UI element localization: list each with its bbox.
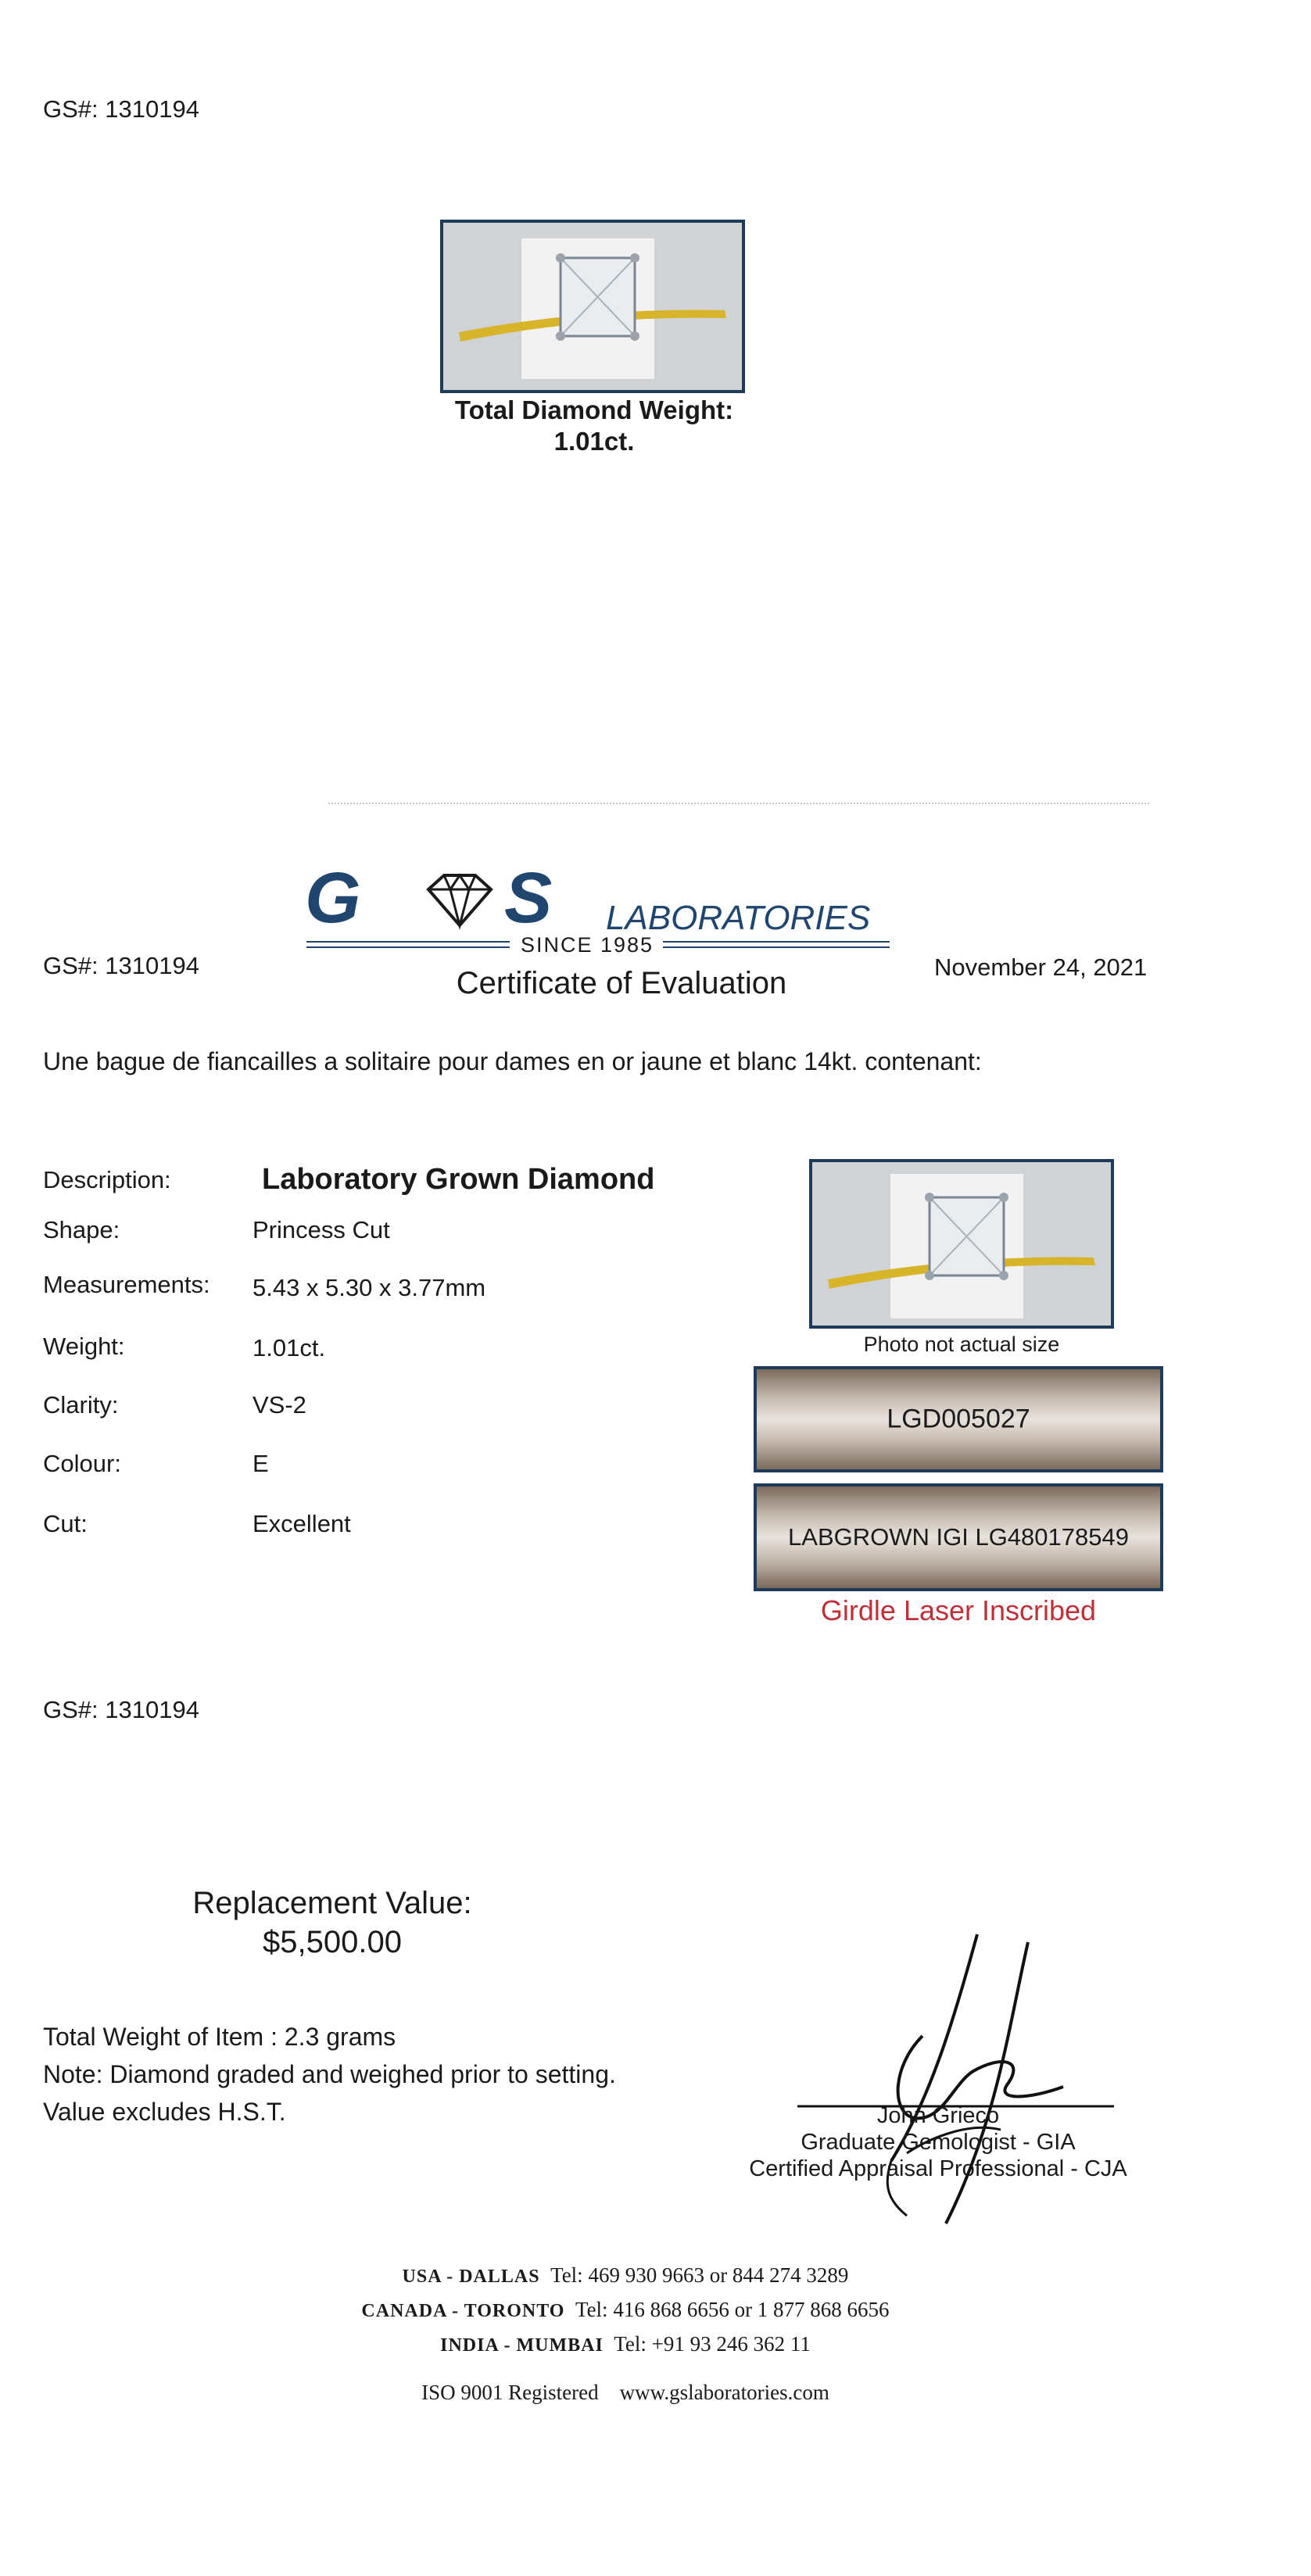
- svg-text:S: S: [504, 869, 553, 932]
- certificate-title: Certificate of Evaluation: [456, 966, 787, 1000]
- description-value: Laboratory Grown Diamond: [262, 1163, 655, 1196]
- handwritten-signature-icon: [797, 1927, 1126, 2231]
- page-divider: [328, 803, 1149, 804]
- measurements-label: Measurements:: [43, 1271, 210, 1298]
- replacement-value: [164, 1884, 500, 1962]
- cut-label: Cut:: [43, 1510, 88, 1537]
- ring-image-icon: [443, 223, 742, 390]
- weight-title: Total Diamond Weight:: [454, 395, 734, 424]
- contact-india-phone: Tel: +91 93 246 362 11: [614, 2332, 811, 2356]
- inscription-text-1: LGD005027: [887, 1404, 1030, 1434]
- signatory-block: [735, 2102, 1141, 2182]
- clarity-value: VS-2: [253, 1391, 306, 1419]
- contact-india-place: INDIA - MUMBAI: [440, 2335, 604, 2356]
- contact-india: [235, 2327, 1016, 2362]
- certificate-date: November 24, 2021: [934, 953, 1148, 981]
- colour-label: Colour:: [43, 1450, 121, 1477]
- logo-laboratories: LABORATORIES: [606, 899, 871, 937]
- logo-rule-right: [663, 941, 890, 948]
- total-weight: Total Weight of Item : 2.3 grams: [43, 2023, 396, 2051]
- contact-usa: [235, 2259, 1016, 2293]
- shape-label: Shape:: [43, 1216, 120, 1243]
- contact-usa-place: USA - DALLAS: [402, 2267, 540, 2287]
- inscription-text-2: LABGROWN IGI LG480178549: [788, 1523, 1129, 1551]
- girdle-laser-inscribed: Girdle Laser Inscribed: [820, 1594, 1097, 1626]
- contact-usa-phone: Tel: 469 930 9663 or 844 274 3289: [550, 2263, 849, 2287]
- weight-value: 1.01ct.: [553, 427, 635, 456]
- gs-number-header: GS#: 1310194: [43, 952, 199, 979]
- measurements-value: 5.43 x 5.30 x 3.77mm: [253, 1274, 486, 1301]
- since-1985: SINCE 1985: [520, 933, 654, 957]
- weight-value: 1.01ct.: [253, 1334, 326, 1361]
- weight-label: Weight:: [43, 1333, 125, 1360]
- grading-note: Note: Diamond graded and weighed prior to setting.: [43, 2060, 616, 2088]
- gs-number-top: GS#: 1310194: [43, 95, 199, 123]
- replacement-value-amount: $5,500.00: [263, 1925, 402, 1959]
- cut-value: Excellent: [253, 1510, 351, 1537]
- ring-photo-top: [440, 220, 745, 393]
- iso-registered: ISO 9001 Registered: [421, 2381, 599, 2404]
- shape-value: Princess Cut: [253, 1216, 390, 1243]
- tax-note: Value excludes H.S.T.: [43, 2098, 286, 2126]
- replacement-value-label: Replacement Value:: [192, 1886, 472, 1920]
- item-description: Une bague de fiancailles a solitaire pour dames en or jaune et blanc 14kt. contenant:: [43, 1047, 982, 1075]
- logo-rule-left: [306, 941, 510, 948]
- contact-block: [235, 2259, 1016, 2409]
- photo-caption: Photo not actual size: [863, 1333, 1060, 1356]
- total-diamond-weight: [422, 395, 766, 457]
- colour-value: E: [253, 1450, 269, 1477]
- inscription-box-2: [754, 1483, 1163, 1591]
- signatory-title-2: Certified Appraisal Professional - CJA: [749, 2156, 1127, 2181]
- svg-text:G: G: [305, 869, 361, 932]
- inscription-box-1: [754, 1366, 1163, 1472]
- clarity-label: Clarity:: [43, 1391, 119, 1419]
- signatory-title-1: Graduate Gemologist - GIA: [801, 2130, 1076, 2155]
- item-notes: [43, 2018, 616, 2131]
- gs-number-footer: GS#: 1310194: [43, 1696, 199, 1723]
- contact-canada: [235, 2293, 1016, 2327]
- contact-canada-phone: Tel: 416 868 6656 or 1 877 868 6656: [575, 2298, 890, 2321]
- signatory-name: John Grieco: [876, 2103, 1000, 2128]
- ring-image-icon: [812, 1162, 1111, 1326]
- ring-photo: [809, 1159, 1114, 1329]
- signature: [797, 1927, 1126, 2235]
- description-label: Description:: [43, 1166, 171, 1193]
- contact-canada-place: CANADA - TORONTO: [361, 2301, 565, 2321]
- website-link[interactable]: www.gslaboratories.com: [619, 2381, 829, 2404]
